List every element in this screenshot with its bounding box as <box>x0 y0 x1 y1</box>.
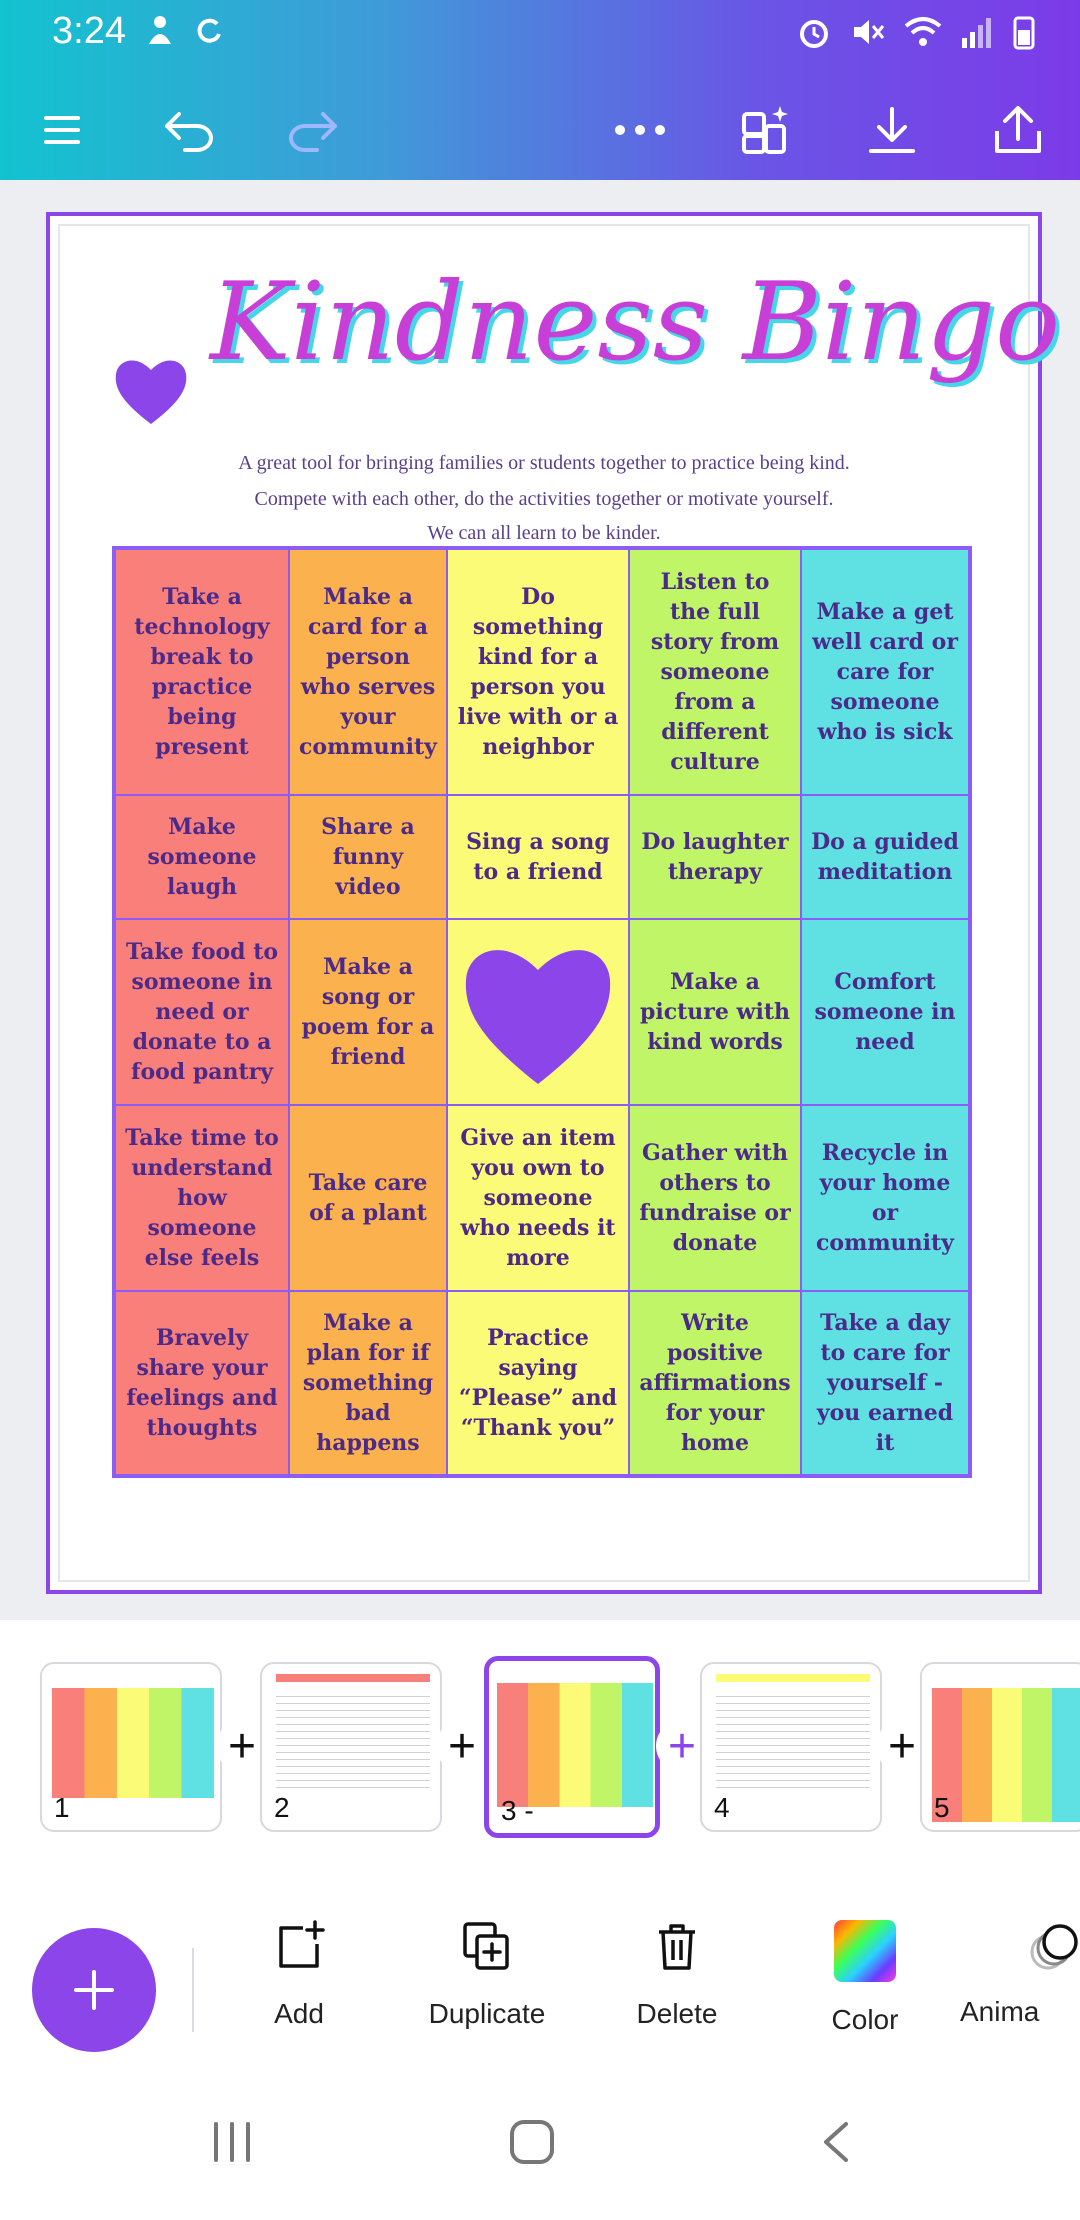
mute-icon <box>850 14 886 50</box>
thumbnail-preview <box>932 1688 1080 1822</box>
add-page-icon <box>273 1920 325 1972</box>
add-element-button[interactable] <box>32 1928 156 2052</box>
add-page-between-button[interactable]: + <box>656 1720 708 1772</box>
duplicate-label: Duplicate <box>428 1998 546 2029</box>
page-thumbnail-1[interactable] <box>40 1662 222 1832</box>
free-space-cell[interactable] <box>447 919 629 1105</box>
thumbnail-number: 4 <box>714 1792 730 1823</box>
status-right-icons <box>796 14 1036 50</box>
design-canvas <box>0 180 1080 1620</box>
color-label: Color <box>831 2004 899 2035</box>
bingo-cell[interactable]: Take a day to care for yourself - you earned it <box>801 1291 969 1475</box>
animate-label: Anima <box>960 1996 1040 2027</box>
back-icon[interactable] <box>818 2120 854 2164</box>
redo-icon[interactable] <box>272 90 352 170</box>
add-page-between-button[interactable]: + <box>216 1720 268 1772</box>
battery-icon <box>1012 14 1036 50</box>
status-left-icons <box>145 14 225 46</box>
status-time: 3:24 <box>52 10 126 52</box>
page-actions-bar <box>0 1860 1080 2070</box>
sync-icon <box>195 14 225 46</box>
page-thumbnail-2[interactable] <box>260 1662 442 1832</box>
divider <box>192 1948 194 2032</box>
thumbnail-preview <box>716 1690 870 1790</box>
bingo-cell[interactable]: Do something kind for a person you live with or a neighbor <box>447 549 629 795</box>
bingo-cell[interactable]: Make a plan for if something bad happens <box>289 1291 447 1475</box>
bingo-cell[interactable]: Make someone laugh <box>115 795 289 919</box>
plus-icon <box>70 1966 118 2014</box>
bingo-cell[interactable]: Make a get well card or care for someone who is sick <box>801 549 969 795</box>
bingo-cell[interactable]: Sing a song to a friend <box>447 795 629 919</box>
system-nav-bar <box>0 2070 1080 2220</box>
bingo-cell[interactable]: Listen to the full story from someone from a different culture <box>629 549 801 795</box>
thumbnail-preview <box>276 1674 430 1682</box>
delete-label: Delete <box>636 1998 718 2029</box>
alarm-icon <box>796 14 832 50</box>
home-icon[interactable] <box>508 2118 556 2166</box>
notification-icon <box>145 14 175 46</box>
add-page-button[interactable] <box>214 1920 384 2030</box>
duplicate-icon <box>461 1920 513 1972</box>
thumbnail-number: 1 <box>54 1792 70 1823</box>
more-icon[interactable] <box>600 90 680 170</box>
design-page[interactable] <box>46 212 1061 1594</box>
thumbnail-preview <box>276 1690 430 1790</box>
bingo-cell[interactable]: Gather with others to fundraise or donate <box>629 1105 801 1291</box>
bingo-cell[interactable]: Write positive affirmations for your home <box>629 1291 801 1475</box>
page-thumbnails <box>0 1620 1080 1860</box>
bingo-cell[interactable]: Make a picture with kind words <box>629 919 801 1105</box>
bingo-cell[interactable]: Share a funny video <box>289 795 447 919</box>
menu-icon[interactable] <box>22 90 102 170</box>
thumbnail-preview <box>52 1688 214 1798</box>
heart-icon <box>460 936 616 1088</box>
bingo-cell[interactable]: Take food to someone in need or donate to a food pantry <box>115 919 289 1105</box>
undo-icon[interactable] <box>150 90 230 170</box>
subtitle-line[interactable]: We can all learn to be kinder. <box>427 522 661 544</box>
thumbnail-number: 2 <box>274 1792 290 1823</box>
wifi-icon <box>904 14 942 50</box>
animate-icon <box>1026 1920 1080 1974</box>
bingo-cell[interactable]: Practice saying “Please” and “Thank you” <box>447 1291 629 1475</box>
magic-layout-icon[interactable] <box>726 90 806 170</box>
add-page-label: Add <box>274 1998 324 2029</box>
bingo-cell[interactable]: Give an item you own to someone who needs it more <box>447 1105 629 1291</box>
thumbnail-number: 3 - <box>501 1795 534 1826</box>
thumbnail-number: 5 <box>934 1792 950 1823</box>
color-button[interactable] <box>780 1920 950 2036</box>
page-thumbnail-3[interactable] <box>484 1656 660 1838</box>
color-swatch-icon <box>834 1920 896 1982</box>
share-icon[interactable] <box>978 90 1058 170</box>
bingo-cell[interactable]: Take time to understand how someone else feels <box>115 1105 289 1291</box>
add-page-between-button[interactable]: + <box>876 1720 928 1772</box>
heart-icon <box>112 352 190 426</box>
top-bar <box>0 0 1080 180</box>
page-thumbnail-5[interactable] <box>920 1662 1080 1832</box>
trash-icon <box>651 1920 703 1972</box>
delete-button[interactable] <box>592 1920 762 2030</box>
bingo-cell[interactable]: Do laughter therapy <box>629 795 801 919</box>
editor-toolbar <box>0 90 1080 180</box>
bingo-cell[interactable]: Bravely share your feelings and thoughts <box>115 1291 289 1475</box>
bingo-cell[interactable]: Take a technology break to practice being present <box>115 549 289 795</box>
bingo-grid <box>112 546 972 1478</box>
bingo-cell[interactable]: Recycle in your home or community <box>801 1105 969 1291</box>
recents-icon[interactable] <box>210 2120 254 2164</box>
subtitle-line[interactable]: Compete with each other, do the activities together or motivate yourself. <box>254 488 834 510</box>
animate-button[interactable] <box>960 1920 1080 2028</box>
signal-icon <box>960 14 994 50</box>
bingo-cell[interactable]: Make a song or poem for a friend <box>289 919 447 1105</box>
bingo-cell[interactable]: Make a card for a person who serves your community <box>289 549 447 795</box>
duplicate-button[interactable] <box>402 1920 572 2030</box>
page-title[interactable]: Kindness Bingo <box>210 260 1061 385</box>
subtitle-line[interactable]: A great tool for bringing families or students together to practice being kind. <box>238 452 850 474</box>
page-thumbnail-4[interactable] <box>700 1662 882 1832</box>
add-page-between-button[interactable]: + <box>436 1720 488 1772</box>
bingo-cell[interactable]: Take care of a plant <box>289 1105 447 1291</box>
thumbnail-preview <box>716 1674 870 1682</box>
download-icon[interactable] <box>852 90 932 170</box>
thumbnail-preview <box>497 1683 653 1807</box>
bingo-cell[interactable]: Comfort someone in need <box>801 919 969 1105</box>
bingo-cell[interactable]: Do a guided meditation <box>801 795 969 919</box>
